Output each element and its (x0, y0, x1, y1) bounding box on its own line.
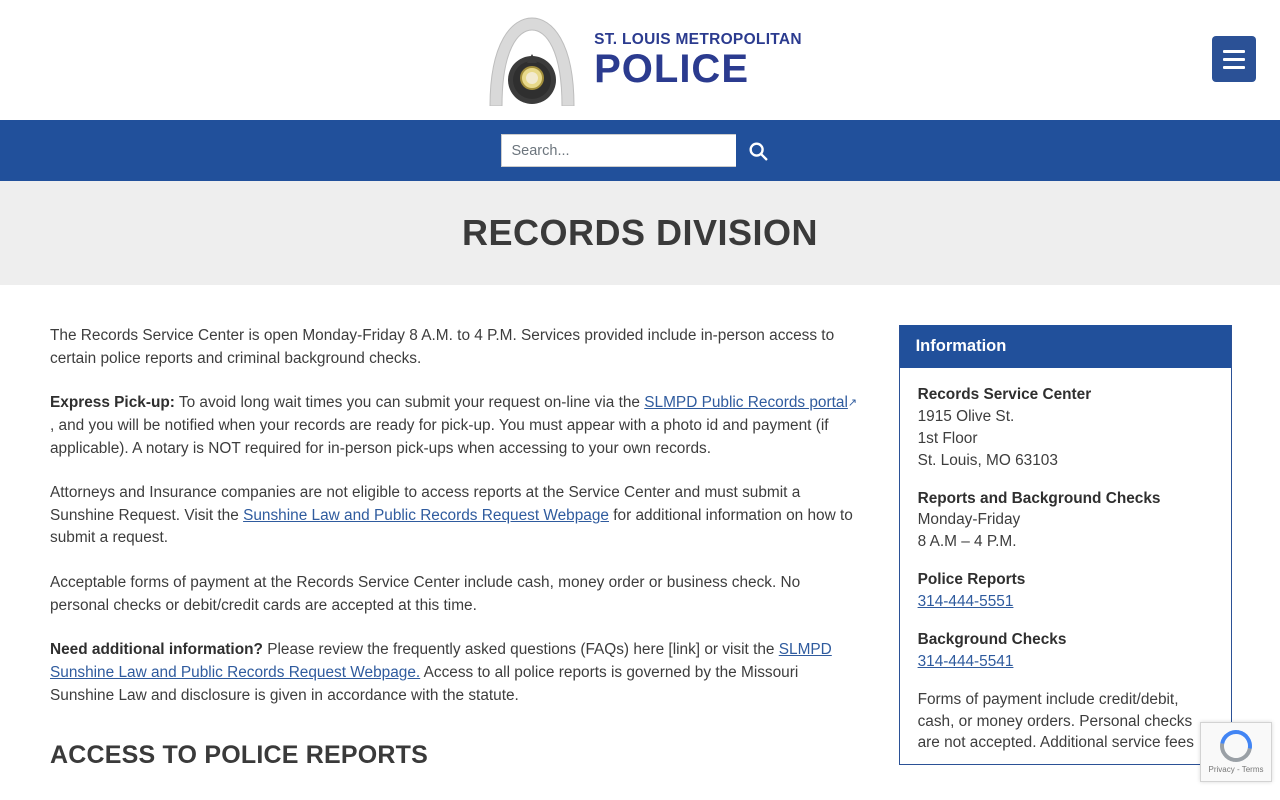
information-card-body (900, 368, 1231, 764)
search-input[interactable] (501, 134, 736, 167)
hamburger-menu-button[interactable] (1212, 36, 1256, 82)
paragraph-intro-text: The Records Service Center is open Monday-Friday 8 A.M. to 4 P.M. Services provided include in-person access to certain police reports and criminal background checks. (50, 327, 835, 367)
info-title: Records Service Center (917, 386, 1092, 403)
hamburger-bar (1223, 58, 1245, 61)
logo-line-1: ST. LOUIS METROPOLITAN (594, 31, 802, 49)
police-reports-phone-link[interactable]: 314-444-5551 (917, 593, 1014, 610)
additional-info-text-a: Please review the frequently asked questions (FAQs) here [link] or visit the (262, 641, 779, 659)
background-checks-phone-link[interactable]: 314-444-5541 (917, 652, 1014, 670)
logo-text (594, 31, 802, 91)
info-line: St. Louis, MO 63103 (917, 451, 1058, 469)
page-title-band (0, 181, 1280, 285)
sidebar-column (899, 325, 1232, 774)
express-pickup-text-a: To avoid long wait times you can submit your request on-line via the (174, 394, 645, 412)
hamburger-bar (1223, 66, 1245, 69)
info-line: 1st Floor (917, 429, 978, 447)
section-heading-access-to-police-reports: ACCESS TO POLICE REPORTS (50, 741, 429, 770)
attorneys-text-b: for additional information on how to submit a request. (50, 506, 853, 547)
search-submit-button[interactable] (736, 134, 780, 167)
info-block-police-reports (918, 569, 1213, 613)
paragraph-additional-info (50, 639, 859, 707)
express-pickup-text-b: , and you will be notified when your records are ready for pick-up. You must appear with a photo id and payment (if applicable). A notary is NOT required for in-person pick-ups when accessing to your own records. (50, 416, 829, 457)
info-line: 8 A.M – 4 P.M. (917, 533, 1017, 551)
slmpd-sunshine-law-webpage-link[interactable]: SLMPD Sunshine Law and Public Records Request Webpage. (50, 641, 832, 682)
search-icon (747, 140, 769, 162)
main-content-column (50, 325, 859, 774)
paragraph-payment (50, 572, 859, 617)
search-group (501, 134, 780, 167)
recaptcha-icon (1214, 724, 1259, 769)
attorneys-text-a: Attorneys and Insurance companies are not eligible to access reports at the Service Center and must submit a Sunshine Request. Visit the (50, 484, 801, 524)
content-wrapper (0, 285, 1280, 774)
page-title: RECORDS DIVISION (461, 212, 819, 253)
express-pickup-label: Express Pick-up: (50, 394, 175, 412)
info-title: Reports and Background Checks (917, 489, 1161, 507)
information-card-title: Information (900, 325, 1231, 368)
information-card (899, 325, 1232, 765)
site-logo[interactable] (478, 14, 802, 106)
additional-info-label: Need additional information? (50, 641, 263, 659)
info-line: Monday-Friday (917, 511, 1021, 529)
info-block-forms-of-payment (918, 689, 1213, 755)
info-block-background-checks (918, 629, 1213, 673)
info-block-records-service-center (918, 384, 1213, 472)
paragraph-intro (50, 325, 859, 370)
info-title: Background Checks (917, 630, 1067, 648)
recaptcha-badge[interactable] (1200, 722, 1272, 782)
external-link-icon: ↗ (847, 397, 858, 410)
paragraph-attorneys (50, 482, 859, 550)
info-block-reports-and-background-checks (918, 488, 1213, 554)
search-bar (0, 120, 1280, 181)
gateway-arch-badge-icon (478, 14, 586, 106)
hamburger-bar (1223, 50, 1245, 53)
recaptcha-privacy-terms[interactable]: Privacy - Terms (1208, 765, 1264, 774)
paragraph-express-pickup (50, 392, 859, 460)
additional-info-text-b: Access to all police reports is governed by the Missouri Sunshine Law and disclosure is given in accordance with the statute. (50, 664, 799, 704)
info-title: Police Reports (917, 571, 1026, 589)
info-line: Forms of payment include credit/debit, cash, or money orders. Personal checks are not accepted. Additional service fees (917, 690, 1194, 752)
site-header (0, 0, 1280, 120)
payment-text: Acceptable forms of payment at the Records Service Center include cash, money order or business check. No personal checks or debit/credit cards are accepted at this time. (50, 574, 801, 614)
logo-line-2: POLICE (594, 46, 749, 91)
slmpd-public-records-portal-link[interactable]: SLMPD Public Records portal (644, 394, 848, 412)
sunshine-law-webpage-link[interactable]: Sunshine Law and Public Records Request Webpage (243, 506, 609, 524)
info-line: 1915 Olive St. (917, 407, 1015, 425)
